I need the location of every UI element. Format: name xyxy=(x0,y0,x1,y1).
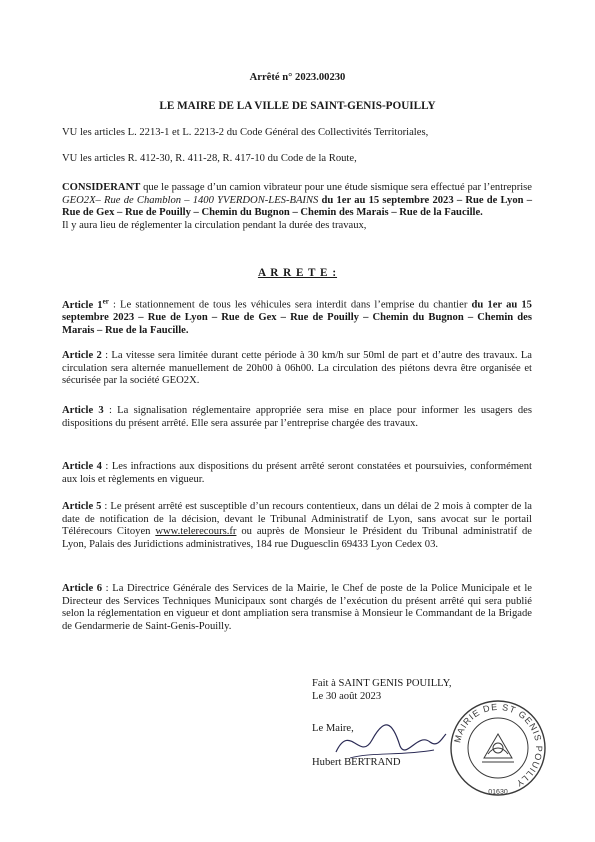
article-5-label: Article 5 xyxy=(62,501,102,512)
article-1-dates: du 1er au 15 septembre 2023 – Rue de Lyon – Rue de Gex – Rue de Pouilly – Chemin du Bugnon – Chemin des Marais – Rue de la Faucille. xyxy=(62,299,532,336)
article-5-text: Le présent arrêté est susceptible d’un recours contentieux, dans un délai de 2 mois à compter de la date de notification de la décision, devant le Tribunal Administratif de Lyon, sans avocat sur le portail Télérecours Citoyen xyxy=(62,501,532,538)
article-2: Article 2 : La vitesse sera limitée durant cette période à 30 km/h sur 50ml de part et d’autre des travaux. La circulation sera alternée manuellement de 20h00 à 06h00. La circulation des piétons devra être organisée et sécurisée par la société GEO2X. xyxy=(62,350,532,387)
arrete-heading xyxy=(0,267,595,279)
considerant-company: GEO2X– Rue de Chamblon – 1400 YVERDON-LES-BAINS xyxy=(62,194,319,206)
article-2-label: Article 2 xyxy=(62,350,102,361)
article-1-label: Article 1er xyxy=(62,297,109,311)
handwritten-signature xyxy=(330,712,450,772)
decree-heading: LE MAIRE DE LA VILLE DE SAINT-GENIS-POUILLY xyxy=(159,100,436,112)
vu-text-2: VU les articles R. 412-30, R. 411-28, R. 417-10 du Code de la Route, xyxy=(62,153,357,164)
arrete-heading-text: A R R E T E : xyxy=(257,267,338,279)
telerecours-link[interactable]: www.telerecours.fr xyxy=(155,526,237,538)
considerant-label: CONSIDERANT xyxy=(62,182,141,193)
considerant-text-2: Il y aura lieu de réglementer la circulation pendant la durée des travaux, xyxy=(62,219,367,231)
article-4-text: Les infractions aux dispositions du présent arrêté seront constatées et poursuivies, conformément aux lois et règlements en vigueur. xyxy=(62,461,533,485)
considerant-paragraph xyxy=(62,182,532,232)
article-1: Article 1er : Le stationnement de tous les véhicules sera interdit dans l’emprise du chantier du 1er au 15 septembre 2023 – Rue de Lyon – Rue de Gex – Rue de Pouilly – Chemin du Bugnon – Chemin des Marais – Rue de la Faucille. xyxy=(62,297,532,336)
considerant-text: que le passage d’un camion vibrateur pour une étude sismique sera effectué par l’entreprise xyxy=(140,182,532,193)
article-6-label: Article 6 xyxy=(62,583,103,594)
article-2-text: La vitesse sera limitée durant cette période à 30 km/h sur 50ml de part et d’autre des travaux. La circulation sera alternée manuellement de 20h00 à 06h00. La circulation des piétons devra être organisée et sécurisée par la société GEO2X. xyxy=(62,350,532,387)
article-4-label: Article 4 xyxy=(62,461,102,472)
decree-number: Arrêté n° 2023.00230 xyxy=(249,72,346,83)
article-6-text: La Directrice Générale des Services de la Mairie, le Chef de poste de la Police Municipale et le Directeur des Services Techniques Municipaux sont chargés de l’exécution du présent arrêté qui sera publié selon la réglementation en vigueur et dont ampliation sera transmise à Monsieur le Commandant de la Brigade de Gendarmerie de Saint-Genis-Pouilly. xyxy=(62,583,532,632)
article-5-text-2: ou auprès de Monsieur le Président du Tribunal administratif de Lyon, Palais des Juridictions administratives, 184 rue Duguesclin 69433 Lyon Cedex 03. xyxy=(62,526,532,550)
article-4: Article 4 : Les infractions aux dispositions du présent arrêté seront constatées et poursuivies, conformément aux lois et règlements en vigueur. xyxy=(62,461,533,485)
signature-role: Le Maire, xyxy=(312,723,354,734)
mairie-stamp xyxy=(448,698,548,798)
article-3-label: Article 3 xyxy=(62,405,104,416)
article-1-text: Le stationnement de tous les véhicules sera interdit dans l’emprise du chantier xyxy=(120,299,472,311)
article-6: Article 6 : La Directrice Générale des Services de la Mairie, le Chef de poste de la Police Municipale et le Directeur des Services Techniques Municipaux sont chargés de l’exécution du présent arrêté qui sera publié selon la réglementation en vigueur et dont ampliation sera transmise à Monsieur le Commandant de la Brigade de Gendarmerie de Saint-Genis-Pouilly. xyxy=(62,583,532,632)
article-3-text: La signalisation réglementaire appropriée sera mise en place pour informer les usagers des dispositions du présent arrêté. Elle sera assurée par l’entreprise chargée des travaux. xyxy=(62,405,532,429)
signature-date: Le 30 août 2023 xyxy=(312,691,382,702)
article-3: Article 3 : La signalisation réglementaire appropriée sera mise en place pour informer les usagers des dispositions du présent arrêté. Elle sera assurée par l’entreprise chargée des travaux. xyxy=(62,405,532,429)
svg-text:01630: 01630 xyxy=(488,789,508,796)
vu-paragraph-2 xyxy=(62,153,532,166)
svg-text:MAIRIE DE ST GENIS POUILLY: MAIRIE DE ST GENIS POUILLY xyxy=(452,701,545,789)
considerant-dates: du 1er au 15 septembre 2023 – Rue de Lyon – Rue de Gex – Rue de Pouilly – Chemin du Bugnon – Chemin des Marais – Rue de la Faucille. xyxy=(62,194,533,219)
vu-paragraph-1 xyxy=(62,127,532,140)
vu-text-1: VU les articles L. 2213-1 et L. 2213-2 du Code Général des Collectivités Territoriales, xyxy=(62,127,429,138)
signature-name: Hubert BERTRAND xyxy=(312,757,401,768)
signature-place: Fait à SAINT GENIS POUILLY, xyxy=(312,678,452,689)
article-5: Article 5 : Le présent arrêté est susceptible d’un recours contentieux, dans un délai de 2 mois à compter de la date de notification de la décision, devant le Tribunal Administratif de Lyon, sans avocat sur le portail Télérecours Citoyen www.telerecours.fr ou auprès de Monsieur le Président du Tribunal administratif de Lyon, Palais des Juridictions administratives, 184 rue Duguesclin 69433 Lyon Cedex 03. xyxy=(62,501,532,550)
